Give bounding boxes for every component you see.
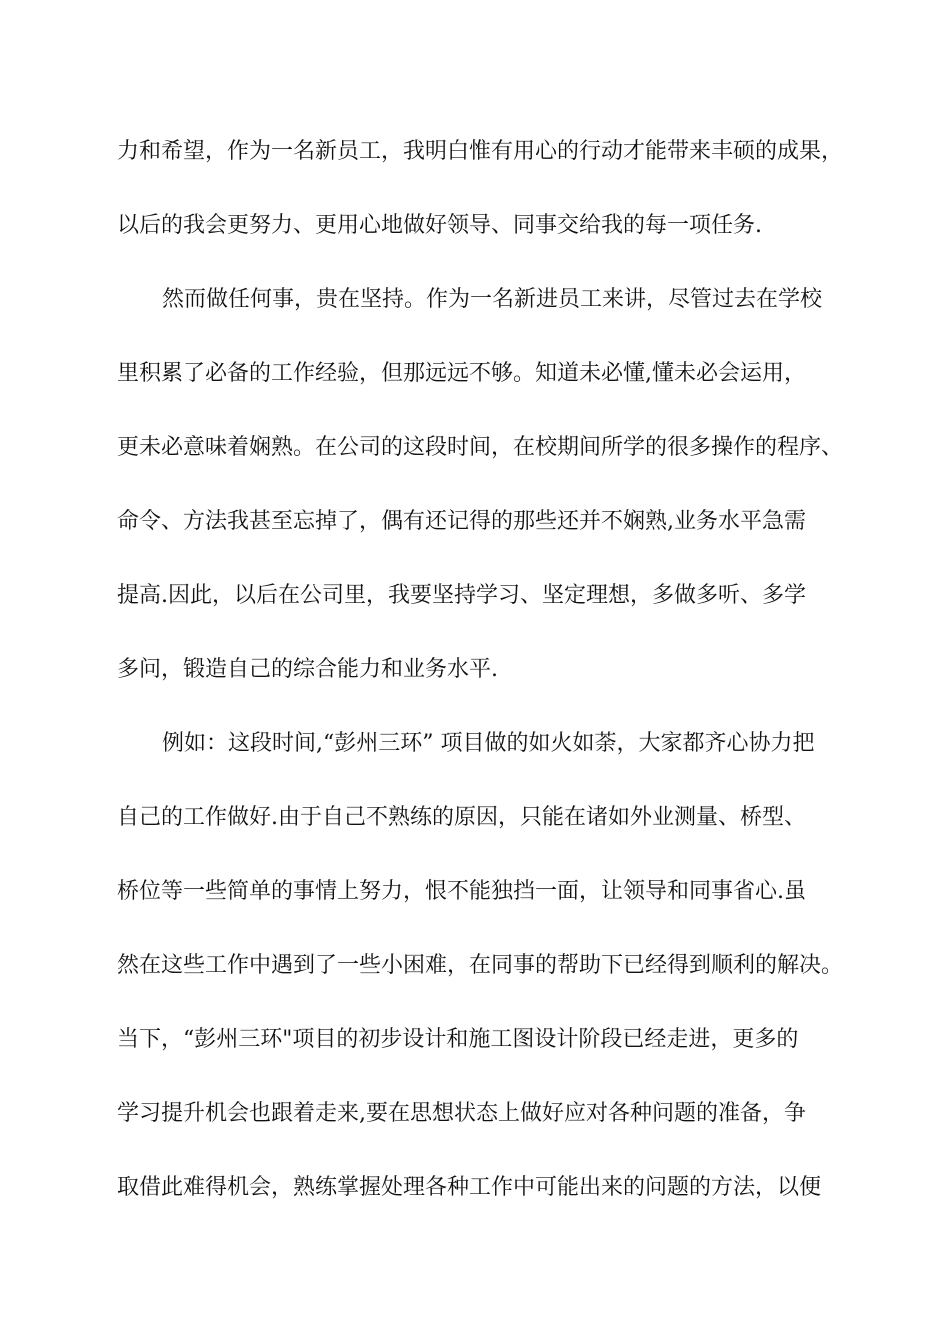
text-line-2: 以后的我会更努力、更用心地做好领导、同事交给我的每一项任务. (117, 213, 762, 238)
text-line-15: 取借此难得机会，熟练掌握处理各种工作中可能出来的问题的方法，以便 (117, 1175, 822, 1200)
text-line-10: 自己的工作做好.由于自己不熟练的原因，只能在诸如外业测量、桥型、 (117, 805, 806, 830)
text-line-3-paragraph-start: 然而做任何事，贵在坚持。作为一名新进员工来讲，尽管过去在学校 (162, 287, 823, 312)
text-line-4: 里积累了必备的工作经验，但那远远不够。知道未必懂,懂未必会运用， (117, 361, 806, 386)
text-line-1: 力和希望，作为一名新员工，我明白惟有用心的行动才能带来丰硕的成果， (117, 139, 844, 164)
text-line-13: 当下，“彭州三环"项目的初步设计和施工图设计阶段已经走进，更多的 (117, 1027, 799, 1052)
text-line-8: 多问，锻造自己的综合能力和业务水平. (117, 657, 498, 682)
text-line-7: 提高.因此，以后在公司里，我要坚持学习、坚定理想，多做多听、多学 (117, 583, 806, 608)
text-line-11: 桥位等一些简单的事情上努力，恨不能独挡一面，让领导和同事省心.虽 (117, 879, 806, 904)
text-line-9-paragraph-start: 例如：这段时间,“彭州三环” 项目做的如火如荼，大家都齐心协力把 (162, 731, 815, 756)
text-line-12: 然在这些工作中遇到了一些小困难，在同事的帮助下已经得到顺利的解决。 (117, 953, 844, 978)
text-line-14: 学习提升机会也跟着走来,要在思想状态上做好应对各种问题的准备，争 (117, 1101, 806, 1126)
text-line-6: 命令、方法我甚至忘掉了，偶有还记得的那些还并不娴熟,业务水平急需 (117, 509, 806, 534)
text-line-5: 更未必意味着娴熟。在公司的这段时间，在校期间所学的很多操作的程序、 (117, 435, 844, 460)
